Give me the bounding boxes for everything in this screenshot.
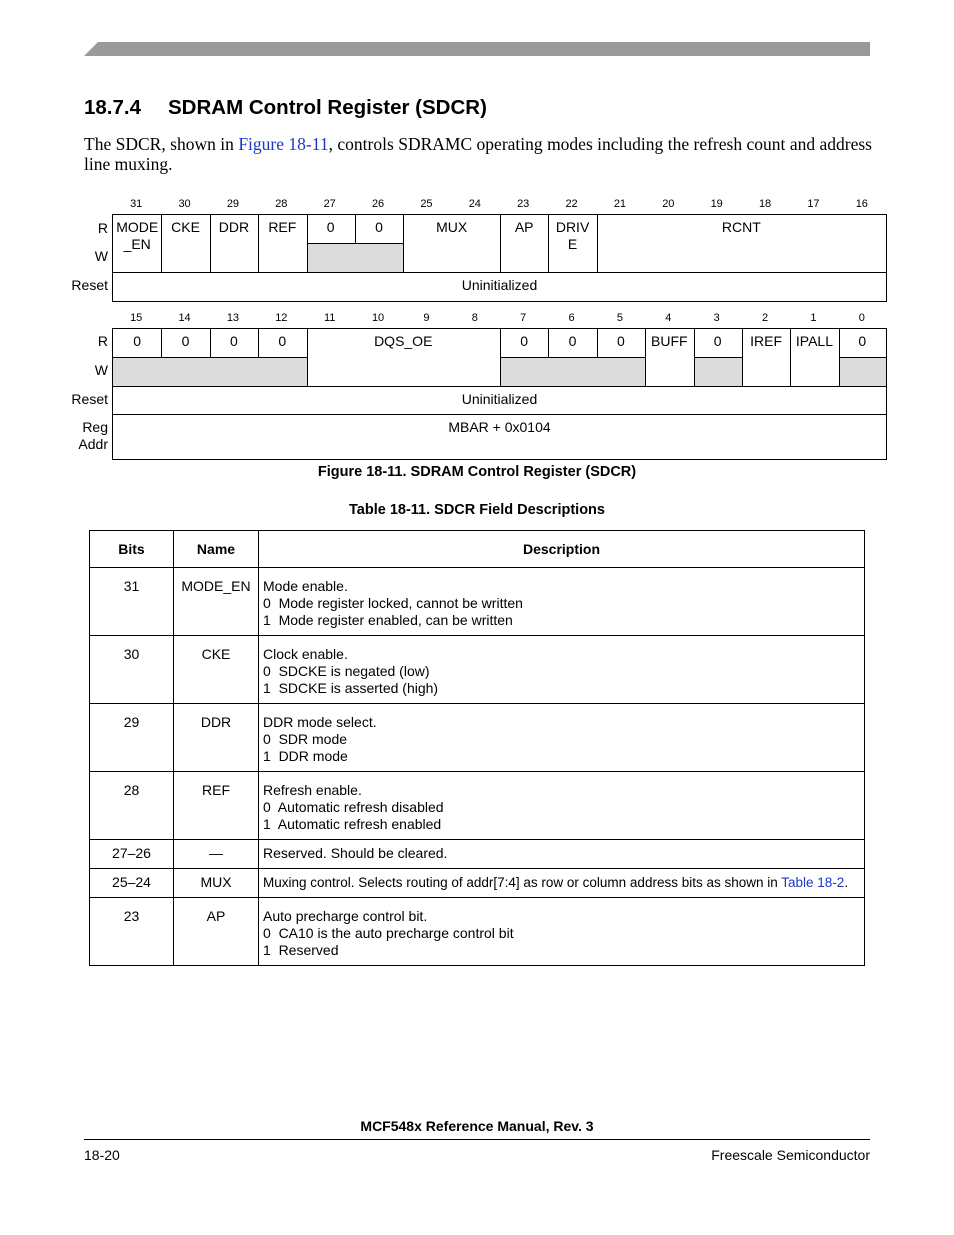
field-iref: IREF xyxy=(750,333,782,349)
cell-bits: 31 xyxy=(90,568,174,636)
field-reserved-13: 0 xyxy=(230,333,238,349)
reserved-write-shade xyxy=(694,358,742,386)
row-label-reset: Reset xyxy=(71,391,108,407)
bit-number: 12 xyxy=(275,312,288,324)
row-label-r: R xyxy=(97,333,108,349)
reset-value-upper: Uninitialized xyxy=(461,277,538,293)
table-header-row xyxy=(90,531,865,568)
bit-number: 31 xyxy=(130,198,143,210)
header-bar xyxy=(84,42,870,56)
company-name: Freescale Semiconductor xyxy=(711,1147,870,1163)
cell-description xyxy=(259,840,865,869)
field-ap: AP xyxy=(514,219,534,235)
cell-bits: 28 xyxy=(90,772,174,840)
table-row xyxy=(90,869,865,898)
bit-number: 26 xyxy=(371,198,385,210)
register-address: MBAR + 0x0104 xyxy=(448,419,551,435)
cell-name: MUX xyxy=(174,869,259,898)
bit-number: 29 xyxy=(226,198,240,210)
description-line: 0 CA10 is the auto precharge control bit xyxy=(263,925,514,941)
description-line: 0 Automatic refresh disabled xyxy=(263,799,444,815)
reserved-write-shade xyxy=(839,358,886,386)
cell-bits: 23 xyxy=(90,898,174,966)
bit-number: 15 xyxy=(130,312,143,324)
field-reserved-14: 0 xyxy=(181,333,190,349)
bit-number: 14 xyxy=(178,312,191,324)
description-line: Mode enable. xyxy=(263,578,348,594)
bit-number: 2 xyxy=(762,312,769,324)
rw-divider xyxy=(500,357,645,358)
bit-number: 20 xyxy=(662,198,675,210)
row-label-reg-addr: Reg Addr xyxy=(78,419,108,452)
register-lower-half xyxy=(112,328,887,460)
column-header-description: Description xyxy=(259,531,865,568)
section-number: 18.7.4 xyxy=(84,96,141,119)
field-reserved-7: 0 xyxy=(520,333,529,349)
table-caption: Table 18-11. SDCR Field Descriptions xyxy=(349,502,605,518)
field-reserved-26: 0 xyxy=(375,219,383,235)
field-ref: REF xyxy=(268,219,297,235)
cell-name: CKE xyxy=(174,636,259,704)
table-row xyxy=(90,704,865,772)
bit-number: 13 xyxy=(226,312,240,324)
cell-description xyxy=(259,568,865,636)
field-reserved-12: 0 xyxy=(278,333,287,349)
bit-number: 21 xyxy=(613,198,627,210)
field-reserved-6: 0 xyxy=(568,333,577,349)
description-line: 1 Automatic refresh enabled xyxy=(263,816,442,832)
row-label-w: W xyxy=(94,248,108,264)
cell-name: AP xyxy=(174,898,259,966)
bit-number: 3 xyxy=(713,312,720,324)
figure-caption: Figure 18-11. SDRAM Control Register (SDCR) xyxy=(317,464,637,480)
field-buff: BUFF xyxy=(651,333,688,349)
lower-bit-numbers xyxy=(112,312,886,326)
bit-number: 6 xyxy=(568,312,575,324)
bit-number: 17 xyxy=(807,198,820,210)
cell-bits: 25–24 xyxy=(90,869,174,898)
footer-title: MCF548x Reference Manual, Rev. 3 xyxy=(360,1118,594,1134)
register-upper-half xyxy=(112,214,887,302)
description-line: 1 Reserved xyxy=(263,942,339,958)
field-reserved-0: 0 xyxy=(858,333,867,349)
table-link[interactable]: Table 18-2 xyxy=(781,875,845,890)
bit-number: 28 xyxy=(275,198,288,210)
page-number: 18-20 xyxy=(84,1147,120,1163)
table-row xyxy=(90,568,865,636)
figure-link[interactable]: Figure 18-11 xyxy=(238,134,329,154)
description-line: Reserved. Should be cleared. xyxy=(263,845,448,861)
field-reserved-27: 0 xyxy=(326,219,335,235)
bit-number: 16 xyxy=(855,198,868,210)
bit-number: 23 xyxy=(517,198,530,210)
bit-number: 9 xyxy=(423,312,430,324)
intro-text-before: The SDCR, shown in xyxy=(84,134,239,154)
description-line: 0 SDR mode xyxy=(263,731,348,747)
bit-number: 18 xyxy=(758,198,772,210)
column-header-bits: Bits xyxy=(90,531,174,568)
table-row xyxy=(90,840,865,869)
bit-number: 19 xyxy=(710,198,723,210)
bit-number: 7 xyxy=(520,312,527,324)
reset-value-lower: Uninitialized xyxy=(461,391,538,407)
bit-number: 24 xyxy=(468,198,481,210)
description-line: DDR mode select. xyxy=(263,714,377,730)
bit-number: 11 xyxy=(323,312,336,324)
field-rcnt: RCNT xyxy=(721,219,761,235)
reserved-write-shade xyxy=(307,244,404,272)
bit-number: 5 xyxy=(616,312,623,324)
description-line: Auto precharge control bit. xyxy=(263,908,428,924)
footer-rule xyxy=(84,1139,870,1140)
reserved-write-shade xyxy=(500,358,645,386)
reserved-write-shade xyxy=(113,358,307,386)
cell-name: REF xyxy=(174,772,259,840)
cell-description xyxy=(259,772,865,840)
bit-number: 30 xyxy=(178,198,191,210)
field-ipall: IPALL xyxy=(795,333,833,349)
description-line: 0 SDCKE is negated (low) xyxy=(263,663,430,679)
description-line: 1 DDR mode xyxy=(263,748,348,764)
cell-name: DDR xyxy=(174,704,259,772)
cell-bits: 30 xyxy=(90,636,174,704)
field-dqs-oe: DQS_OE xyxy=(374,333,433,349)
rw-divider xyxy=(839,357,886,358)
cell-name: MODE_EN xyxy=(174,568,259,636)
cell-bits: 29 xyxy=(90,704,174,772)
column-header-name: Name xyxy=(174,531,259,568)
cell-bits: 27–26 xyxy=(90,840,174,869)
cell-name: — xyxy=(174,840,259,869)
description-text: Muxing control. Selects routing of addr[7:4] as row or column address bits as shown in xyxy=(263,875,782,890)
section-title: SDRAM Control Register (SDCR) xyxy=(168,96,487,119)
cell-description xyxy=(259,704,865,772)
intro-text-after: , controls SDRAMC operating modes including the refresh count and address line muxing. xyxy=(84,134,872,174)
rw-divider xyxy=(307,243,404,244)
row-label-reset: Reset xyxy=(71,277,108,293)
field-cke: CKE xyxy=(171,219,200,235)
bit-number: 0 xyxy=(858,312,865,324)
description-line: 1 Mode register enabled, can be written xyxy=(263,612,513,628)
field-drive: DRIV E xyxy=(555,219,590,252)
description-line: Clock enable. xyxy=(263,646,348,662)
field-mode-en: MODE _EN xyxy=(116,219,159,252)
field-reserved-15: 0 xyxy=(133,333,142,349)
field-reserved-3: 0 xyxy=(713,333,722,349)
bit-number: 27 xyxy=(323,198,336,210)
bit-number: 25 xyxy=(420,198,433,210)
rw-divider xyxy=(113,357,307,358)
description-line: Refresh enable. xyxy=(263,782,362,798)
bit-number: 1 xyxy=(810,312,817,324)
bit-number: 10 xyxy=(371,312,385,324)
cell-description xyxy=(259,898,865,966)
table-row xyxy=(90,772,865,840)
row-label-r: R xyxy=(97,220,108,236)
intro-paragraph xyxy=(84,134,872,174)
bit-number: 4 xyxy=(665,312,672,324)
upper-bit-numbers xyxy=(112,198,886,212)
table-row xyxy=(90,898,865,966)
field-reserved-5: 0 xyxy=(617,333,625,349)
cell-description xyxy=(259,636,865,704)
rw-divider xyxy=(694,357,742,358)
description-line: 0 Mode register locked, cannot be written xyxy=(263,595,523,611)
bit-number: 22 xyxy=(565,198,578,210)
field-description-table xyxy=(89,530,865,966)
section-heading xyxy=(84,96,487,120)
description-text: . xyxy=(844,875,849,890)
bit-number: 8 xyxy=(471,312,478,324)
table-row xyxy=(90,636,865,704)
row-label-w: W xyxy=(94,362,108,378)
field-ddr: DDR xyxy=(218,219,250,235)
cell-description xyxy=(259,869,865,898)
description-line: 1 SDCKE is asserted (high) xyxy=(263,680,439,696)
field-mux: MUX xyxy=(436,219,468,235)
